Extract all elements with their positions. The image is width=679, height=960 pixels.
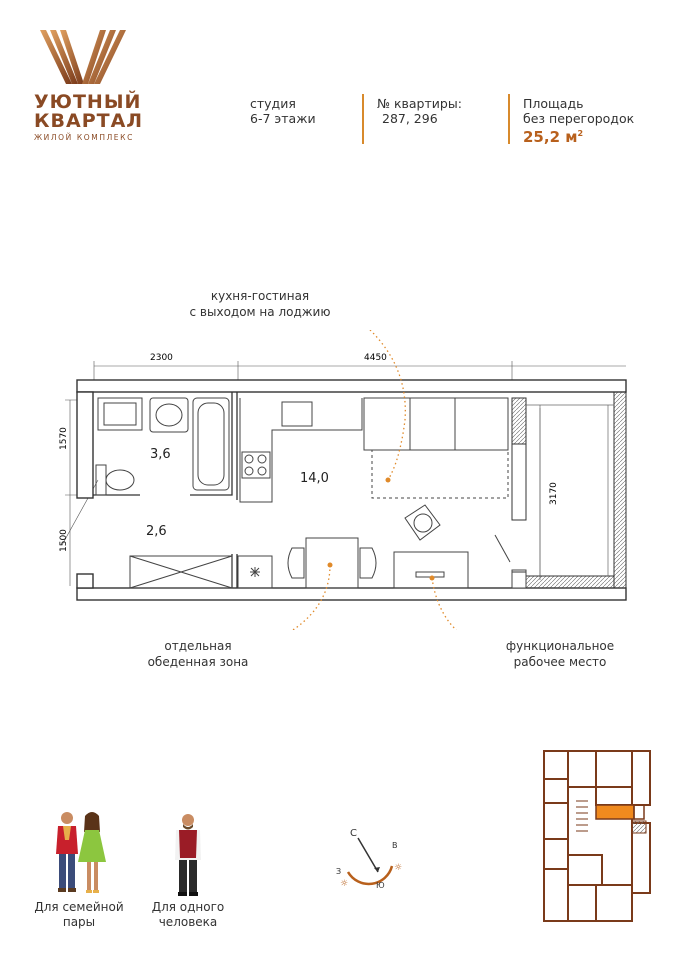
caption-single: Для одного человека <box>151 900 225 929</box>
compass-south: Ю <box>376 881 385 890</box>
dim-top-left: 2300 <box>150 353 173 363</box>
dim-left-bottom: 1500 <box>59 529 69 552</box>
loggia-sill <box>526 576 614 588</box>
compass-east: В <box>392 841 398 850</box>
apartment-number-label: № квартиры: <box>377 96 462 111</box>
logo-subtitle: ЖИЛОЙ КОМПЛЕКС <box>34 133 134 142</box>
apartment-numbers <box>377 96 462 126</box>
sun-icon: ☼ <box>340 879 349 889</box>
caption-couple: Для семейной пары <box>34 900 124 929</box>
header-divider <box>362 94 364 144</box>
compass-icon <box>330 820 410 890</box>
callout-work: функциональное рабочее место <box>505 639 615 669</box>
couple-icon <box>48 810 118 898</box>
logo-line2: КВАРТАЛ <box>34 110 144 132</box>
logo-mark-icon <box>38 28 128 86</box>
loggia-pier <box>512 444 526 520</box>
callout-leaders <box>258 330 494 630</box>
floors-label: 6-7 этажи <box>250 111 316 126</box>
callout-dots <box>328 478 435 581</box>
sofa <box>364 398 508 498</box>
apartment-type-label: студия <box>250 96 296 111</box>
apartment-type <box>250 96 316 126</box>
key-plan-highlight <box>596 805 634 819</box>
compass-west: З <box>336 867 342 876</box>
room-area-bath: 3,6 <box>150 447 171 462</box>
compass-north: С <box>350 828 357 839</box>
dining-table <box>288 538 376 588</box>
room-area-living: 14,0 <box>300 471 329 486</box>
header-divider <box>508 94 510 144</box>
area-value: 25,2 $м^2$ <box>523 128 584 146</box>
dim-top-right: 4450 <box>364 353 387 363</box>
logo-line1: УЮТНЫЙ <box>34 91 142 113</box>
sun-icon: ☼ <box>394 863 403 873</box>
toilet-bowl <box>106 470 134 490</box>
callout-dining: отдельная обеденная зона <box>147 639 249 669</box>
dim-right: 3170 <box>549 482 559 505</box>
area-block <box>523 96 634 145</box>
work-desk <box>394 505 526 588</box>
kitchen-sink <box>282 402 312 426</box>
loggia-outer-wall <box>614 392 626 588</box>
callout-kitchen: кухня-гостиная с выходом на лоджию <box>189 289 331 319</box>
toilet-tank <box>96 465 106 495</box>
wardrobe <box>130 556 272 588</box>
room-area-hall: 2,6 <box>146 524 167 539</box>
area-label: Площадь <box>523 96 584 111</box>
dimension-lines <box>62 361 626 586</box>
loggia-wall <box>512 398 526 444</box>
apartment-number-values: 287, 296 <box>382 111 438 126</box>
area-sublabel: без перегородок <box>523 111 635 126</box>
single-person-icon <box>170 812 206 898</box>
walls <box>77 380 626 600</box>
floor-plan <box>0 330 679 630</box>
loggia-post <box>512 572 526 588</box>
building-key-plan <box>536 745 661 930</box>
dim-left-top: 1570 <box>59 427 69 450</box>
kitchen-fixtures <box>240 398 362 502</box>
